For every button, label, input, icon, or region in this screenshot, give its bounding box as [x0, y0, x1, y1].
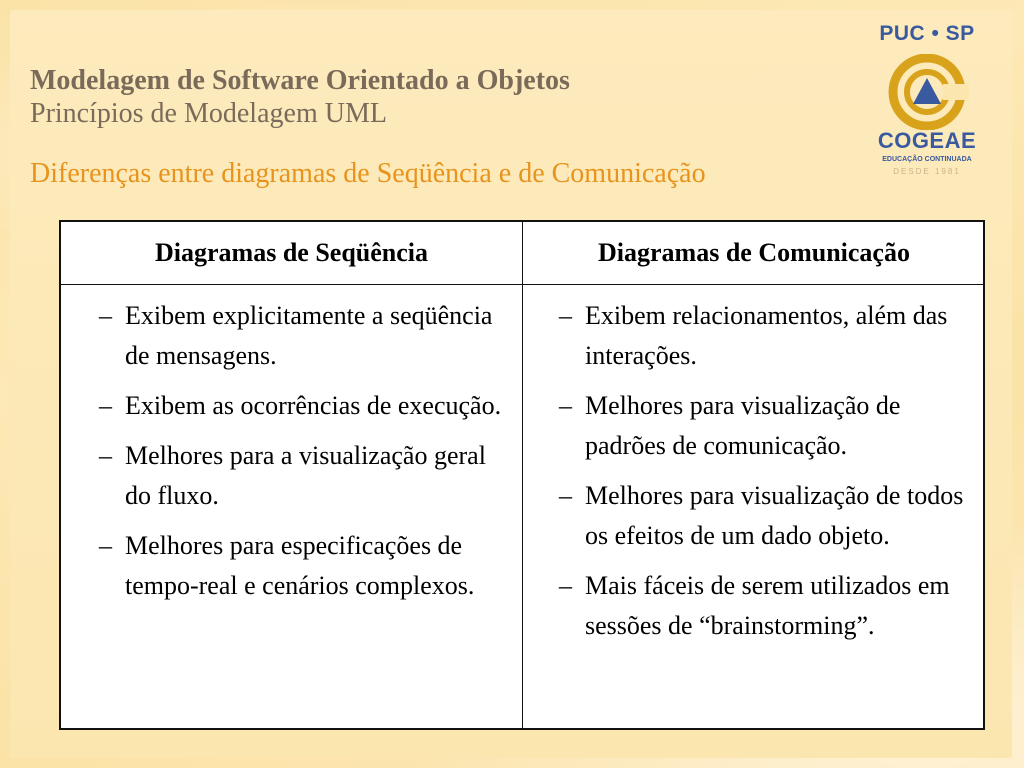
comparison-table [59, 220, 985, 730]
sequencia-list [99, 296, 509, 616]
column-divider [522, 222, 523, 728]
course-title: Modelagem de Software Orientado a Objetos [30, 65, 570, 96]
dash-bullet: – [559, 301, 572, 330]
slide-header [30, 64, 830, 130]
dash-bullet: – [99, 391, 112, 420]
dash-bullet: – [99, 441, 112, 470]
dash-bullet: – [559, 481, 572, 510]
cogeae-emblem-icon [885, 54, 969, 135]
logo-subtitle-text: EDUCAÇÃO CONTINUADA [882, 156, 972, 163]
list-item: – Melhores para visualização de todos os efeitos de um dado objeto. [559, 476, 979, 556]
list-item: – Melhores para especificações de tempo-real e cenários complexos. [99, 526, 509, 606]
dash-bullet: – [559, 571, 572, 600]
list-item: – Exibem explicitamente a seqüência de mensagens. [99, 296, 509, 376]
list-item: – Exibem as ocorrências de execução. [99, 386, 509, 426]
dash-bullet: – [99, 301, 112, 330]
header-comunicacao: Diagramas de Comunicação [598, 238, 910, 267]
dash-bullet: – [99, 531, 112, 560]
list-item: – Exibem relacionamentos, além das interações. [559, 296, 979, 376]
list-item: – Melhores para visualização de padrões de comunicação. [559, 386, 979, 466]
header-divider [61, 284, 983, 285]
logo-cogeae-text: COGEAE [877, 128, 977, 153]
logo-puc-sp-text: PUC • SP [879, 22, 975, 45]
dash-bullet: – [559, 391, 572, 420]
list-item: – Melhores para a visualização geral do fluxo. [99, 436, 509, 516]
header-sequencia: Diagramas de Seqüência [155, 238, 428, 267]
list-item: – Mais fáceis de serem utilizados em sessões de “brainstorming”. [559, 566, 979, 646]
section-title: Diferenças entre diagramas de Seqüência e de Comunicação [30, 158, 706, 189]
module-title: Princípios de Modelagem UML [30, 98, 387, 129]
puc-cogeae-logo [868, 18, 986, 180]
logo-since-text: DESDE 1981 [893, 167, 961, 176]
comunicacao-list [559, 296, 979, 656]
